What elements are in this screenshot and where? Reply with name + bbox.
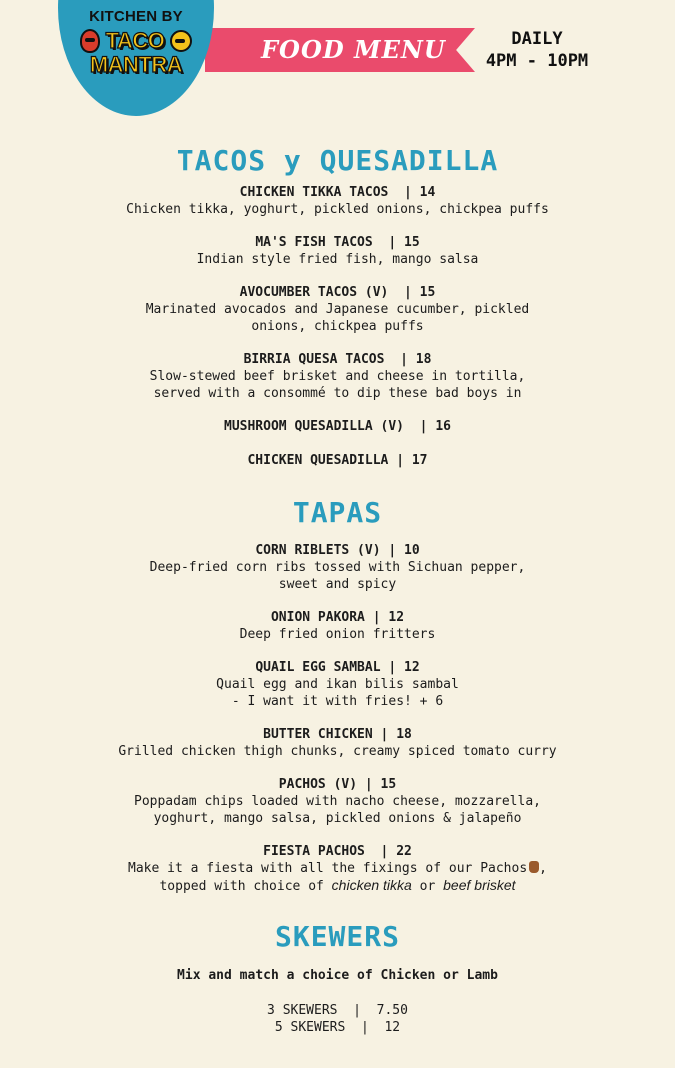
item-description: Poppadam chips loaded with nacho cheese, mozzarella, — [134, 794, 541, 809]
item-name: PACHOS (V) | 15 — [278, 777, 397, 792]
item-description: Indian style fried fish, mango salsa — [196, 252, 479, 267]
item-description: Deep fried onion fritters — [239, 627, 436, 642]
item-name: AVOCUMBER TACOS (V) | 15 — [239, 285, 436, 300]
menu-item — [0, 776, 675, 827]
item-description: yoghurt, mango salsa, pickled onions & jalapeño — [153, 811, 522, 826]
section-title-skewers: SKEWERS — [274, 920, 400, 953]
item-name: CORN RIBLETS (V) | 10 — [255, 543, 420, 558]
item-name: BUTTER CHICKEN | 18 — [263, 727, 412, 742]
item-description: Marinated avocados and Japanese cucumber, pickled — [145, 302, 530, 317]
logo-face-icon — [80, 29, 100, 53]
item-description: onions, chickpea puffs — [251, 319, 424, 334]
item-description: Quail egg and ikan bilis sambal — [216, 677, 459, 692]
skewers-option: 5 SKEWERS | 12 — [274, 1020, 401, 1035]
item-description — [0, 877, 675, 895]
opening-hours — [478, 28, 596, 72]
item-name: MA'S FISH TACOS | 15 — [255, 235, 420, 250]
item-description: Grilled chicken thigh chunks, creamy spiced tomato curry — [118, 744, 557, 759]
item-name: CHICKEN QUESADILLA | 17 — [247, 453, 428, 468]
menu-item — [0, 542, 675, 593]
logo-row — [58, 29, 214, 53]
pointing-hand-icon — [529, 861, 539, 873]
menu-item — [0, 418, 675, 435]
hours-days: DAILY — [511, 29, 563, 49]
section-title-tapas: TAPAS — [292, 496, 383, 529]
item-name: MUSHROOM QUESADILLA (V) | 16 — [224, 419, 451, 434]
item-description: Make it a fiesta with all the fixings of our Pachos , — [128, 861, 547, 876]
item-name: QUAIL EGG SAMBAL | 12 — [255, 660, 420, 675]
item-description: served with a consommé to dip these bad boys in — [153, 386, 522, 401]
menu-item — [0, 726, 675, 760]
hours-time: 4PM - 10PM — [485, 51, 589, 71]
item-name: BIRRIA QUESA TACOS | 18 — [243, 352, 432, 367]
logo-face-icon — [170, 30, 192, 52]
item-description-text: topped with choice of — [159, 879, 332, 894]
menu-item — [0, 452, 675, 469]
skewers-intro: Mix and match a choice of Chicken or Lamb — [177, 968, 498, 983]
menu-item — [0, 609, 675, 643]
menu-item — [0, 234, 675, 268]
menu-item — [0, 659, 675, 710]
menu-item — [0, 351, 675, 402]
option-chicken-tikka: chicken tikka — [331, 877, 412, 893]
logo-word-mantra: MANTRA — [89, 52, 183, 77]
logo — [58, 8, 214, 75]
item-name: ONION PAKORA | 12 — [270, 610, 405, 625]
section-title-tacos: TACOS y QUESADILLA — [176, 144, 499, 177]
item-description: Chicken tikka, yoghurt, pickled onions, chickpea puffs — [126, 202, 549, 217]
item-description-text: Make it a fiesta with all the fixings of our Pachos — [128, 861, 528, 876]
option-beef-brisket: beef brisket — [443, 877, 516, 893]
logo-kitchen-by: KITCHEN BY — [89, 8, 183, 25]
item-name: CHICKEN TIKKA TACOS | 14 — [239, 185, 436, 200]
menu-item — [0, 843, 675, 895]
menu-item — [0, 184, 675, 218]
menu-banner-title: FOOD MENU — [261, 35, 446, 64]
item-description: Slow-stewed beef brisket and cheese in tortilla, — [149, 369, 526, 384]
item-description-text: or — [411, 879, 444, 894]
item-description: - I want it with fries! + 6 — [231, 694, 444, 709]
item-description: sweet and spicy — [278, 577, 397, 592]
menu-item — [0, 284, 675, 335]
item-name: FIESTA PACHOS | 22 — [263, 844, 412, 859]
item-description: Deep-fried corn ribs tossed with Sichuan pepper, — [149, 560, 526, 575]
skewers-option: 3 SKEWERS | 7.50 — [267, 1003, 408, 1018]
logo-word-taco: TACO — [105, 28, 165, 53]
